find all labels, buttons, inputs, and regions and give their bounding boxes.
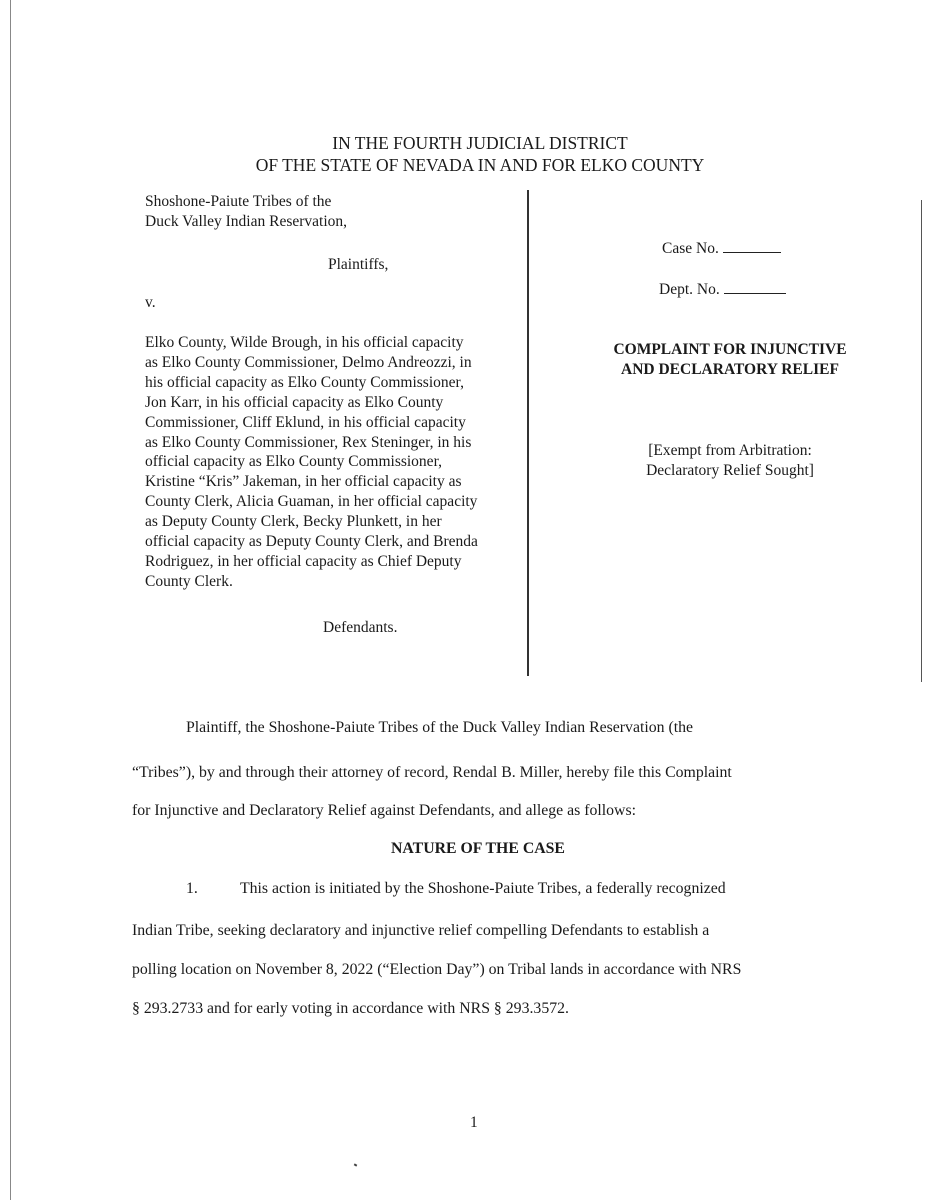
exempt-line-2: Declaratory Relief Sought] xyxy=(646,462,814,479)
paragraph-1-line-3: polling location on November 8, 2022 (“Election Day”) on Tribal lands in accordance with NRS xyxy=(132,961,742,978)
defendant-line: as Elko County Commissioner, Rex Steninger, in his xyxy=(145,433,472,451)
defendant-line: Commissioner, Cliff Eklund, in his official capacity xyxy=(145,413,466,431)
court-heading xyxy=(0,132,948,176)
case-number-line xyxy=(662,238,781,258)
case-number-label: Case No. xyxy=(662,240,719,257)
right-margin-line xyxy=(921,200,922,682)
defendant-line: Kristine “Kris” Jakeman, in her official capacity as xyxy=(145,473,462,491)
defendant-line: Rodriguez, in her official capacity as Chief Deputy xyxy=(145,552,462,570)
defendant-line: his official capacity as Elko County Commissioner, xyxy=(145,373,464,391)
defendant-line: as Deputy County Clerk, Becky Plunkett, in her xyxy=(145,513,442,531)
defendant-block xyxy=(145,333,520,592)
complaint-title-line-2: AND DECLARATORY RELIEF xyxy=(621,361,839,378)
defendant-line: as Elko County Commissioner, Delmo Andreozzi, in xyxy=(145,353,472,371)
versus-label: v. xyxy=(145,294,156,311)
intro-line-3: for Injunctive and Declaratory Relief against Defendants, and allege as follows: xyxy=(132,802,636,819)
plaintiff-block xyxy=(145,192,520,232)
plaintiff-line: Duck Valley Indian Reservation, xyxy=(145,212,348,230)
paragraph-1-line-4: § 293.2733 and for early voting in accordance with NRS § 293.3572. xyxy=(132,1000,569,1017)
caption-divider xyxy=(527,190,529,676)
defendant-line: official capacity as Deputy County Clerk, and Brenda xyxy=(145,533,478,551)
complaint-title xyxy=(580,340,880,380)
defendant-line: official capacity as Elko County Commissioner, xyxy=(145,453,442,471)
paragraph-number: 1. xyxy=(186,880,198,897)
case-number-blank xyxy=(723,238,781,253)
exempt-notice xyxy=(580,441,880,481)
intro-line-2: “Tribes”), by and through their attorney of record, Rendal B. Miller, hereby file this Complaint xyxy=(132,764,732,781)
defendant-line: Elko County, Wilde Brough, in his official capacity xyxy=(145,334,464,351)
defendant-line: Jon Karr, in his official capacity as Elko County xyxy=(145,393,444,411)
plaintiffs-label: Plaintiffs, xyxy=(328,256,389,273)
page-edge-line xyxy=(10,0,11,1200)
defendant-line: County Clerk, Alicia Guaman, in her official capacity xyxy=(145,493,478,511)
defendant-line: County Clerk. xyxy=(145,572,233,590)
dept-number-label: Dept. No. xyxy=(659,281,720,298)
intro-line-1: Plaintiff, the Shoshone-Paiute Tribes of the Duck Valley Indian Reservation (the xyxy=(186,719,694,736)
exempt-line-1: [Exempt from Arbitration: xyxy=(648,442,812,459)
court-line-1: IN THE FOURTH JUDICIAL DISTRICT xyxy=(332,133,628,153)
plaintiff-line: Shoshone-Paiute Tribes of the xyxy=(145,193,332,210)
section-heading: NATURE OF THE CASE xyxy=(391,840,565,857)
scan-mark xyxy=(354,1163,358,1166)
paragraph-1-line-1: This action is initiated by the Shoshone-Paiute Tribes, a federally recognized xyxy=(240,880,726,897)
court-line-2: OF THE STATE OF NEVADA IN AND FOR ELKO COUNTY xyxy=(255,155,705,175)
dept-number-blank xyxy=(724,279,786,294)
paragraph-1-line-2: Indian Tribe, seeking declaratory and injunctive relief compelling Defendants to establish a xyxy=(132,922,710,939)
defendants-label: Defendants. xyxy=(323,619,398,636)
dept-number-line xyxy=(659,279,786,299)
page-number: 1 xyxy=(470,1114,478,1131)
complaint-title-line-1: COMPLAINT FOR INJUNCTIVE xyxy=(613,341,847,358)
